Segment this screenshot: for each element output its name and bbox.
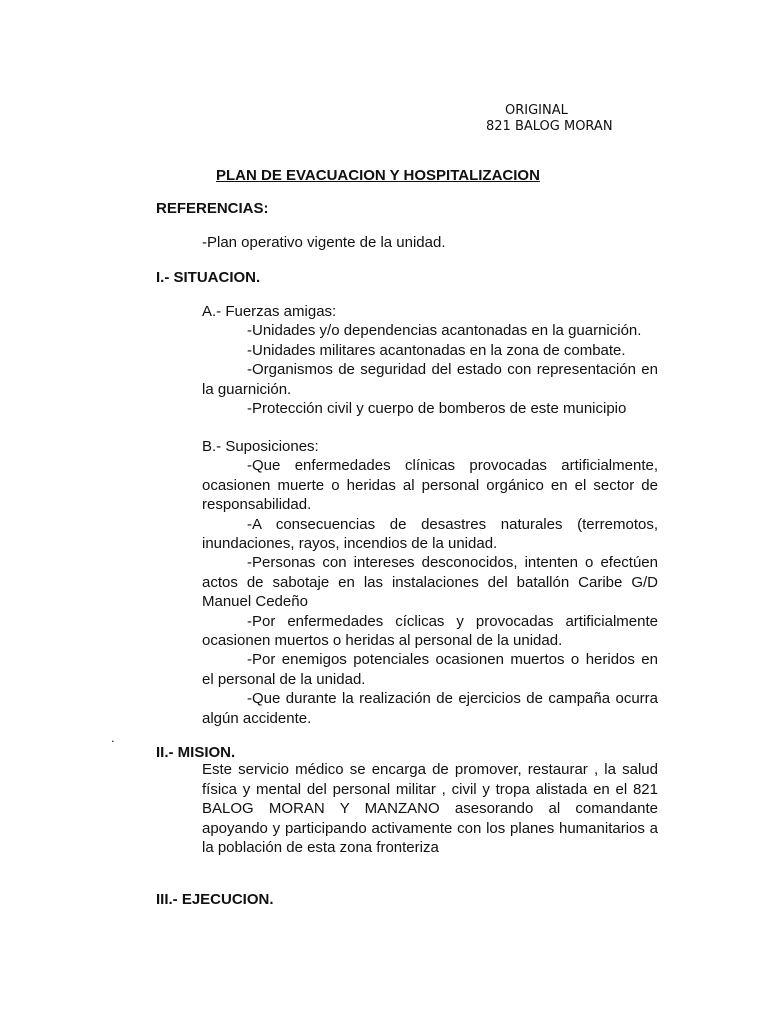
suposicion-item: -Por enfermedades cíclicas y provocadas artificialmente ocasionen muertos o heridas al personal de la unidad. — [202, 612, 658, 650]
suposicion-item: -Que enfermedades clínicas provocadas artificialmente, ocasionen muerte o heridas al personal orgánico en el sector de responsabilidad. — [202, 457, 658, 514]
fuerzas-amigas-heading: A.- Fuerzas amigas: — [202, 303, 337, 320]
ejecucion-heading: III.- EJECUCION. — [156, 891, 274, 908]
stray-mark: . — [111, 730, 115, 745]
suposicion-item: -A consecuencias de desastres naturales (terremotos, inundaciones, rayos, incendios de la unidad. — [202, 515, 658, 553]
fuerzas-item: -Protección civil y cuerpo de bomberos de este municipio — [247, 400, 627, 418]
header-unit: 821 BALOG MORAN — [486, 119, 613, 134]
fuerzas-amigas-block — [202, 302, 658, 418]
referencias-heading: REFERENCIAS: — [156, 200, 269, 217]
suposicion-item: -Por enemigos potenciales ocasionen muertos o heridos en el personal de la unidad. — [202, 651, 658, 688]
suposiciones-heading: B.- Suposiciones: — [202, 438, 319, 455]
situacion-heading: I.- SITUACION. — [156, 269, 261, 286]
mision-heading: II.- MISION. — [156, 744, 236, 761]
header-original: ORIGINAL — [505, 103, 568, 118]
mision-text: Este servicio médico se encarga de promover, restaurar , la salud física y mental del personal militar , civil y tropa alistada en el 821 BALOG MORAN Y MANZANO asesorando al comandante apoyando y participando activamente con los planes humanitarios a la población de esta zona fronteriza — [202, 761, 658, 856]
suposicion-item: -Que durante la realización de ejercicios de campaña ocurra algún accidente. — [202, 690, 658, 727]
suposicion-item: -Personas con intereses desconocidos, intenten o efectúen actos de sabotaje en las instalaciones del batallón Caribe G/D Manuel Cedeño — [202, 554, 658, 611]
suposiciones-block — [202, 437, 658, 728]
fuerzas-item: -Organismos de seguridad del estado con representación en la guarnición. — [202, 361, 658, 398]
referencias-item: -Plan operativo vigente de la unidad. — [202, 234, 446, 251]
page-title: PLAN DE EVACUACION Y HOSPITALIZACION — [216, 167, 540, 184]
fuerzas-item: -Unidades militares acantonadas en la zona de combate. — [247, 341, 626, 359]
fuerzas-item: -Unidades y/o dependencias acantonadas en la guarnición. — [247, 322, 642, 340]
